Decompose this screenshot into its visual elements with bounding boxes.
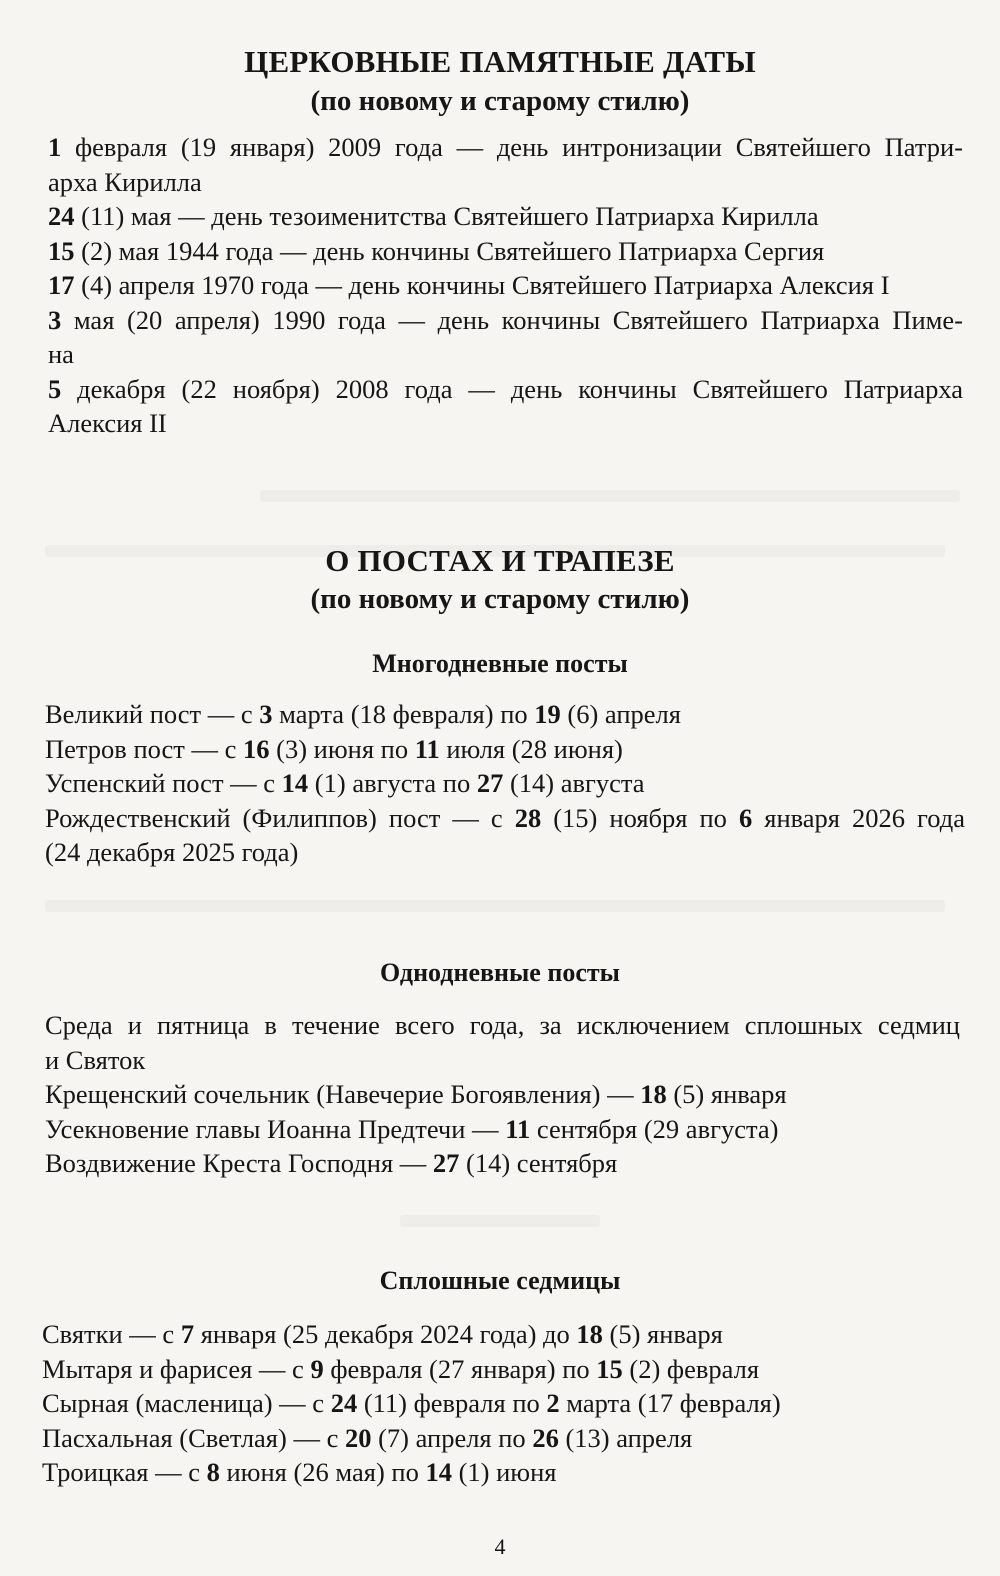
date-number: 18 xyxy=(640,1079,667,1109)
date-number: 11 xyxy=(505,1113,531,1144)
line-text: Святки — с xyxy=(42,1319,181,1349)
line-text: (5) января xyxy=(602,1319,723,1349)
date-text: мая (20 апреля) 1990 года — день кончины Святейшего Патриарха Пиме- xyxy=(61,304,963,335)
one-day-fasts-list xyxy=(45,1008,960,1181)
memorial-date-line xyxy=(48,303,963,338)
date-number: 15 xyxy=(48,235,75,266)
line-text: Рождественский (Филиппов) пост — с xyxy=(45,802,515,833)
section1-subtitle: (по новому и старому стилю) xyxy=(310,85,690,117)
date-text: (11) мая — день тезоименитства Святейшего Патриарха Кирилла xyxy=(74,201,819,231)
multi-day-fast-line xyxy=(45,732,965,767)
multi-day-fast-line xyxy=(45,766,965,801)
one-day-fast-line xyxy=(45,1112,960,1147)
date-number: 16 xyxy=(243,733,270,764)
date-number: 27 xyxy=(476,768,504,798)
date-number: 24 xyxy=(48,201,75,231)
multi-day-fasts-list xyxy=(45,697,965,870)
multi-day-fast-line xyxy=(45,801,965,836)
memorial-date-line xyxy=(48,337,963,372)
one-day-fasts-heading: Однодневные посты xyxy=(380,958,620,987)
memorial-date-line xyxy=(48,406,963,441)
line-text: (11) февраля по xyxy=(357,1388,547,1418)
multi-day-fast-line xyxy=(45,835,965,870)
line-text: (14) августа xyxy=(503,768,645,798)
memorial-date-line xyxy=(48,130,963,165)
date-number: 15 xyxy=(596,1353,623,1384)
section1-title: ЦЕРКОВНЫЕ ПАМЯТНЫЕ ДАТЫ xyxy=(244,44,756,79)
bleed-through xyxy=(45,900,945,912)
memorial-date-line xyxy=(48,234,963,269)
date-number: 17 xyxy=(48,270,75,300)
line-text: Великий пост — с xyxy=(45,699,260,729)
line-text: Сырная (масленица) — с xyxy=(42,1388,331,1418)
line-text: (1) августа по xyxy=(308,768,477,798)
page-number: 4 xyxy=(494,1534,506,1559)
date-number: 18 xyxy=(576,1319,603,1349)
line-text: (1) июня xyxy=(451,1457,557,1487)
line-text: февраля (27 января) по xyxy=(323,1353,597,1384)
date-number: 2 xyxy=(546,1388,560,1418)
line-text: (15) ноября по xyxy=(541,802,739,833)
date-number: 3 xyxy=(48,304,62,335)
date-number: 11 xyxy=(414,733,440,764)
date-number: 1 xyxy=(48,132,62,162)
memorial-date-line xyxy=(48,165,963,200)
memorial-date-line xyxy=(48,199,963,234)
date-number: 14 xyxy=(281,768,309,798)
line-text: (6) апреля xyxy=(560,699,681,729)
line-text: Успенский пост — с xyxy=(45,768,282,798)
line-text: (2) февраля xyxy=(622,1353,760,1384)
date-number: 14 xyxy=(425,1457,452,1487)
line-text: Петров пост — с xyxy=(45,733,244,764)
line-text: Усекновение главы Иоанна Предтечи — xyxy=(45,1113,506,1144)
continuous-week-line xyxy=(42,1386,962,1421)
date-number: 27 xyxy=(432,1148,460,1178)
date-number: 20 xyxy=(344,1422,372,1453)
continuous-weeks-list xyxy=(42,1317,962,1490)
multi-day-fast-line xyxy=(45,697,965,732)
date-number: 26 xyxy=(532,1422,559,1453)
continuous-weeks-heading: Сплошные седмицы xyxy=(379,1266,621,1295)
memorial-dates-list xyxy=(48,130,963,441)
continuous-week-line xyxy=(42,1352,962,1387)
line-text: января 2026 года xyxy=(752,802,965,833)
continuous-week-line xyxy=(42,1455,962,1490)
date-text: на xyxy=(48,339,74,369)
one-day-fast-line xyxy=(45,1077,960,1112)
line-text: июня (26 мая) по xyxy=(219,1457,426,1487)
bleed-through xyxy=(400,1215,600,1227)
date-number: 24 xyxy=(330,1388,358,1418)
line-text: (14) сентября xyxy=(459,1148,618,1178)
line-text: Воздвижение Креста Господня — xyxy=(45,1148,433,1178)
date-number: 7 xyxy=(180,1319,195,1349)
memorial-date-line xyxy=(48,268,963,303)
date-number: 3 xyxy=(259,699,273,729)
line-text: и Святок xyxy=(45,1044,146,1075)
one-day-fast-line xyxy=(45,1146,960,1181)
line-text: (5) января xyxy=(666,1079,787,1109)
line-text: Мытаря и фарисея — с xyxy=(42,1353,311,1384)
memorial-date-line xyxy=(48,372,963,407)
multi-day-fasts-heading: Многодневные посты xyxy=(372,649,628,678)
date-number: 19 xyxy=(534,699,561,729)
date-number: 9 xyxy=(310,1353,324,1384)
date-text: Алексия II xyxy=(48,408,167,438)
line-text: июля (28 июня) xyxy=(439,733,623,764)
continuous-week-line xyxy=(42,1421,962,1456)
date-text: (4) апреля 1970 года — день кончины Святейшего Патриарха Алексия I xyxy=(74,270,890,300)
continuous-week-line xyxy=(42,1317,962,1352)
date-text: арха Кирилла xyxy=(48,166,202,197)
one-day-fast-line xyxy=(45,1008,960,1043)
date-text: февраля (19 января) 2009 года — день интронизации Святейшего Патри- xyxy=(61,132,963,162)
line-text: Пасхальная (Светлая) — с xyxy=(42,1422,345,1453)
line-text: Крещенский сочельник (Навечерие Богоявления) — xyxy=(45,1079,641,1109)
date-number: 28 xyxy=(514,802,542,833)
date-number: 5 xyxy=(48,373,62,404)
section2-subtitle: (по новому и старому стилю) xyxy=(310,583,690,615)
line-text: Среда и пятница в течение всего года, за исключением сплошных седмиц xyxy=(45,1010,960,1040)
date-text: (2) мая 1944 года — день кончины Святейшего Патриарха Сергия xyxy=(74,235,825,266)
line-text: (24 декабря 2025 года) xyxy=(45,837,299,867)
date-text: декабря (22 ноября) 2008 года — день кончины Святейшего Патриарха xyxy=(61,373,963,404)
one-day-fast-line xyxy=(45,1043,960,1078)
bleed-through xyxy=(260,490,960,502)
line-text: января (25 декабря 2024 года) до xyxy=(194,1319,577,1349)
line-text: (3) июня по xyxy=(269,733,415,764)
line-text: (13) апреля xyxy=(558,1422,693,1453)
date-number: 8 xyxy=(206,1457,220,1487)
line-text: сентября (29 августа) xyxy=(530,1113,779,1144)
line-text: марта (17 февраля) xyxy=(559,1388,781,1418)
line-text: Троицкая — с xyxy=(42,1457,207,1487)
date-number: 6 xyxy=(738,802,753,833)
section2-title: О ПОСТАХ И ТРАПЕЗЕ xyxy=(325,543,675,578)
line-text: (7) апреля по xyxy=(371,1422,533,1453)
line-text: марта (18 февраля) по xyxy=(272,699,535,729)
